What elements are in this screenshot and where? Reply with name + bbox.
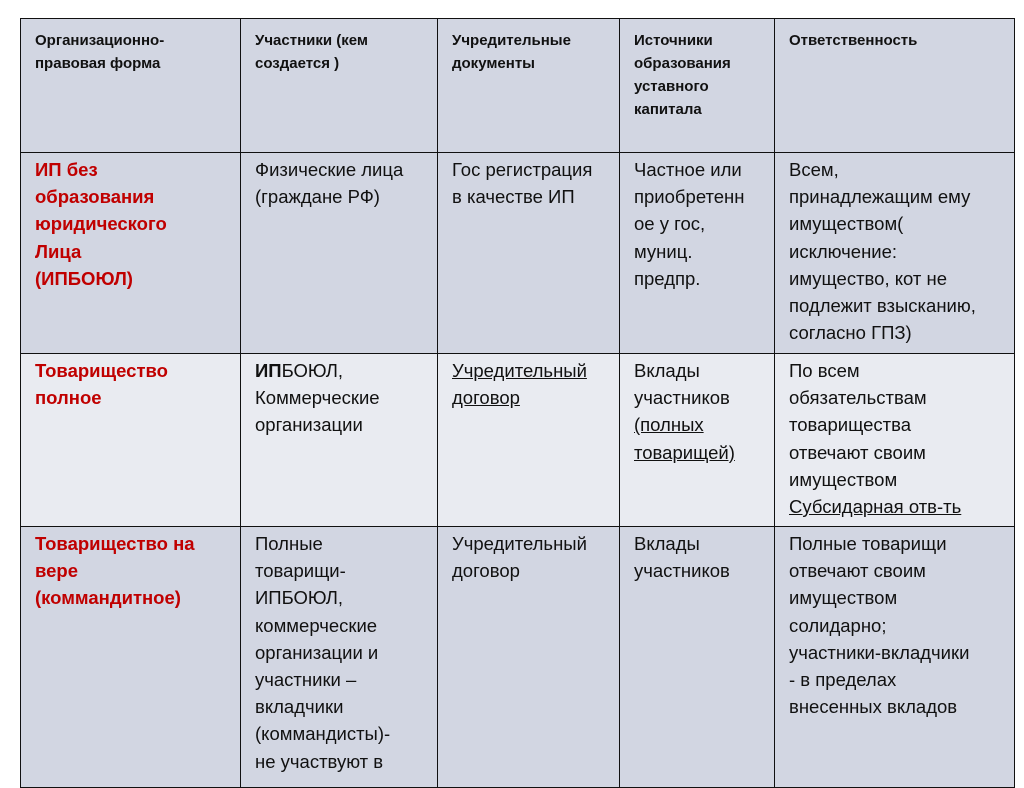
- cell-liability: По всем обязательствам товарищества отвечают своим имуществом Субсидарная отв-ть: [775, 354, 1015, 527]
- cell-form: ИП без образования юридического Лица (ИПБОЮЛ): [21, 153, 241, 354]
- table-header-row: [21, 19, 1015, 153]
- table-row: [21, 354, 1015, 527]
- header-founding-documents: Учредительные документы: [438, 19, 620, 153]
- table-row: [21, 153, 1015, 354]
- cell-capital: Вклады участников: [620, 527, 775, 788]
- cell-participants: Полные товарищи- ИПБОЮЛ, коммерческие организации и участники – вкладчики (коммандисты)- не участвуют в: [241, 527, 438, 788]
- cell-capital: Частное или приобретенн ое у гос, муниц. предпр.: [620, 153, 775, 354]
- header-capital-sources: Источники образования уставного капитала: [620, 19, 775, 153]
- cell-documents: Гос регистрация в качестве ИП: [438, 153, 620, 354]
- cell-form: Товарищество полное: [21, 354, 241, 527]
- cell-liability: Полные товарищи отвечают своим имуществом солидарно; участники-вкладчики - в пределах внесенных вкладов: [775, 527, 1015, 788]
- header-legal-form: Организационно- правовая форма: [21, 19, 241, 153]
- cell-liability: Всем, принадлежащим ему имуществом( исключение: имущество, кот не подлежит взысканию, согласно ГПЗ): [775, 153, 1015, 354]
- table-row: [21, 527, 1015, 788]
- cell-documents: Учредительный договор: [438, 354, 620, 527]
- cell-participants: ИПБОЮЛ, Коммерческие организации: [241, 354, 438, 527]
- cell-participants: Физические лица (граждане РФ): [241, 153, 438, 354]
- header-liability: Ответственность: [775, 19, 1015, 153]
- legal-forms-table: [20, 18, 1015, 788]
- cell-form: Товарищество на вере (коммандитное): [21, 527, 241, 788]
- cell-documents: Учредительный договор: [438, 527, 620, 788]
- header-participants: Участники (кем создается ): [241, 19, 438, 153]
- cell-capital: Вклады участников (полных товарищей): [620, 354, 775, 527]
